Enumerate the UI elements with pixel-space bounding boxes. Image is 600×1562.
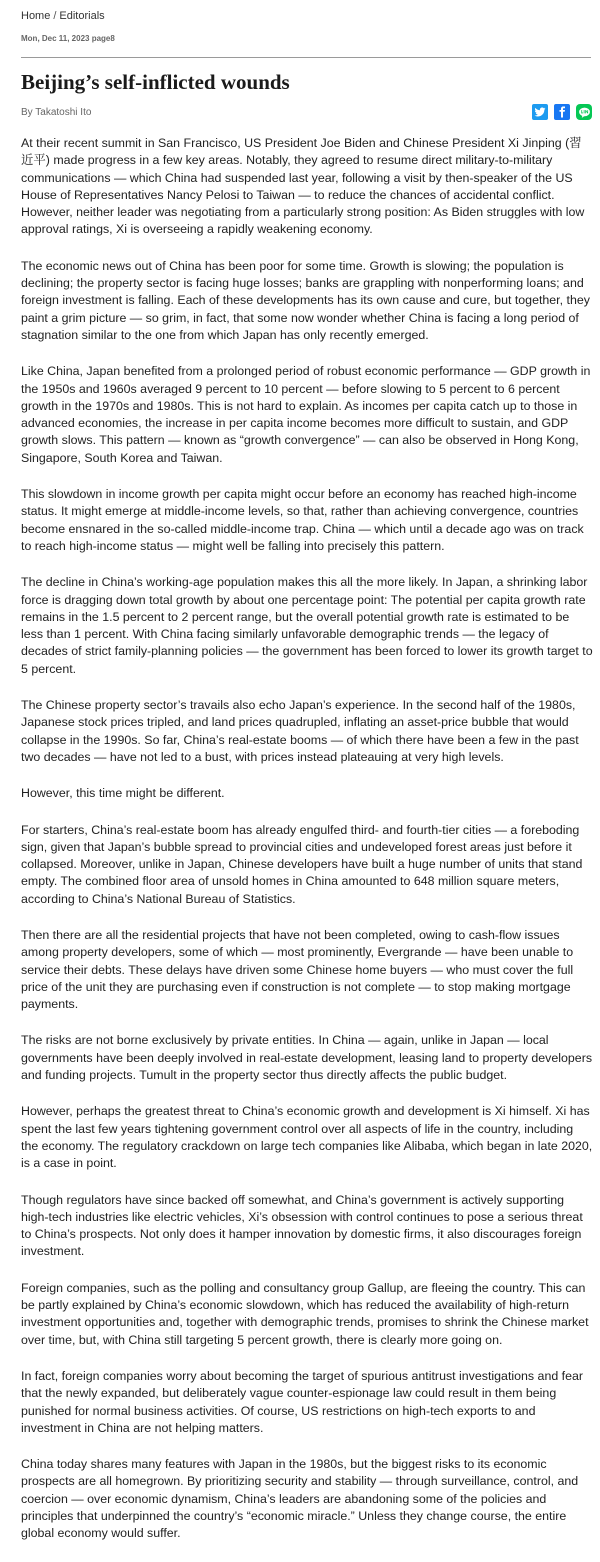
- article-paragraph: Foreign companies, such as the polling and consultancy group Gallup, are fleeing the country. This can be partly explained by China’s economic slowdown, which has reduced the availability of high-return investment opportunities and, together with demographic trends, promises to shrink the Chinese market over time, but, with China still targeting 5 percent growth, there is clearly more going on.: [21, 1280, 589, 1347]
- facebook-share-button[interactable]: [554, 104, 570, 120]
- article-paragraph: Then there are all the residential projects that have not been completed, owing to cash-flow issues among property developers, some of which — most prominently, Evergrande — have been unable to service their debts. These delays have driven some Chinese home buyers — who must cover the full price of the unit they are purchasing even if construction is not complete — to stop making mortgage payments.: [21, 927, 574, 1012]
- facebook-icon: [556, 106, 568, 118]
- twitter-share-button[interactable]: [532, 104, 548, 120]
- article-paragraph: This slowdown in income growth per capita might occur before an economy has reached high-income status. It might emerge at middle-income levels, so that, rather than achieving convergence, countries become ensnared in the so-called middle-income trap. China — which until a decade ago was on track to reach high-income status — might well be falling into precisely this pattern.: [21, 487, 584, 553]
- breadcrumb-separator: /: [53, 10, 57, 22]
- article-paragraph: Like China, Japan benefited from a prolonged period of robust economic performance — GDP growth in the 1950s and 1960s averaged 9 percent to 10 percent — before slowing to 5 percent to 6 percent growth in the 1970s and 1980s. This is not hard to explain. As incomes per capita catch up to those in advanced economies, the increase in per capita income becomes more difficult to sustain, and GDP growth slows. This pattern — known as “growth convergence” — can also be observed in Hong Kong, Singapore, South Korea and Taiwan.: [21, 364, 591, 465]
- twitter-icon: [534, 106, 546, 118]
- breadcrumb-editorials-link[interactable]: Editorials: [59, 10, 105, 22]
- dateline: Mon, Dec 11, 2023 page8: [21, 34, 115, 43]
- article-paragraph: The risks are not borne exclusively by private entities. In China — again, unlike in Japan — local governments have been deeply involved in real-estate development, leasing land to property developers and funding projects. Tumult in the property sector thus directly affects the public budget.: [21, 1033, 593, 1083]
- byline: By Takatoshi Ito: [21, 107, 92, 118]
- article-paragraph: China today shares many features with Japan in the 1980s, but the biggest risks to its economic prospects are all homegrown. By prioritizing security and stability — through surveillance, control, and coercion — over economic dynamism, China’s leaders are abandoning some of the policies and principles that underpinned the country’s “economic miracle.” Unless they change course, the entire global economy would suffer.: [21, 1457, 579, 1541]
- line-share-button[interactable]: [576, 104, 592, 120]
- share-buttons: [532, 104, 592, 120]
- article-paragraph: The economic news out of China has been poor for some time. Growth is slowing; the population is declining; the property sector is facing huge losses; banks are grappling with nonperforming loans; and foreign investment is falling. Each of these developments has its own cause and cure, but together, they paint a grim picture — so grim, in fact, that some now wonder whether China is facing a long period of stagnation similar to the one from which Japan has only recently emerged.: [21, 258, 590, 342]
- header-divider: [21, 57, 591, 58]
- article-paragraph: The Chinese property sector’s travails also echo Japan’s experience. In the second half of the 1980s, Japanese stock prices tripled, and land prices quadrupled, inflating an asset-price bubble that would collapse in the 1990s. So far, China’s real-estate booms — of which there have been a few in the past two decades — have not led to a bust, with prices instead plateauing at very high levels.: [21, 698, 579, 764]
- article-title: Beijing’s self-inflicted wounds: [21, 70, 290, 94]
- breadcrumb: [21, 10, 105, 22]
- article-paragraph: Though regulators have since backed off somewhat, and China’s government is actively supporting high-tech industries like electric vehicles, Xi’s obsession with control continues to pose a serious threat to China’s prospects. Not only does it hamper innovation by domestic firms, it also discourages foreign investment.: [21, 1192, 583, 1259]
- article-paragraph: For starters, China’s real-estate boom has already engulfed third- and fourth-tier cities — a foreboding sign, given that Japan’s bubble spread to provincial cities and undeveloped forest areas just before it collapsed. Moreover, unlike in Japan, Chinese developers have built a huge number of units that stand empty. The combined floor area of unsold homes in China amounted to 648 million square meters, according to China’s National Bureau of Statistics.: [21, 822, 583, 906]
- article-body: [21, 135, 593, 1562]
- line-icon: [578, 106, 591, 119]
- article-paragraph: In fact, foreign companies worry about becoming the target of spurious antitrust investigations and fear that the newly expanded, but deliberately vague counter-espionage law could result in them being punished for normal business activities. Of course, US restrictions on high-tech exports to and investment in China are not helping matters.: [21, 1368, 584, 1435]
- article-paragraph: However, perhaps the greatest threat to China’s economic growth and development is Xi himself. Xi has spent the last few years tightening government control over all aspects of life in the country, including the economy. The regulatory crackdown on large tech companies like Alibaba, which began in late 2020, is a case in point.: [21, 1104, 593, 1171]
- article-paragraph: The decline in China’s working-age population makes this all the more likely. In Japan, a shrinking labor force is dragging down total growth by about one percentage point: The potential per capita growth rate remains in the 1.5 percent to 2 percent range, but the overall potential growth rate is estimated to be less than 1 percent. With China facing similarly unfavorable demographic trends — the legacy of decades of strict family-planning policies — the government has been forced to lower its growth target to 5 percent.: [21, 575, 593, 676]
- article-paragraph: At their recent summit in San Francisco, US President Joe Biden and Chinese President Xi Jinping (習近平) made progress in a few key areas. Notably, they agreed to resume direct military-to-military communications — which China had suspended last year, following a visit by then-speaker of the US House of Representatives Nancy Pelosi to Taiwan — to reduce the chances of accidental conflict. However, neither leader was negotiating from a particularly strong position: As Biden struggles with low approval ratings, Xi is overseeing a rapidly weakening economy.: [21, 136, 585, 237]
- breadcrumb-home-link[interactable]: Home: [21, 10, 51, 22]
- article-paragraph: However, this time might be different.: [21, 786, 225, 801]
